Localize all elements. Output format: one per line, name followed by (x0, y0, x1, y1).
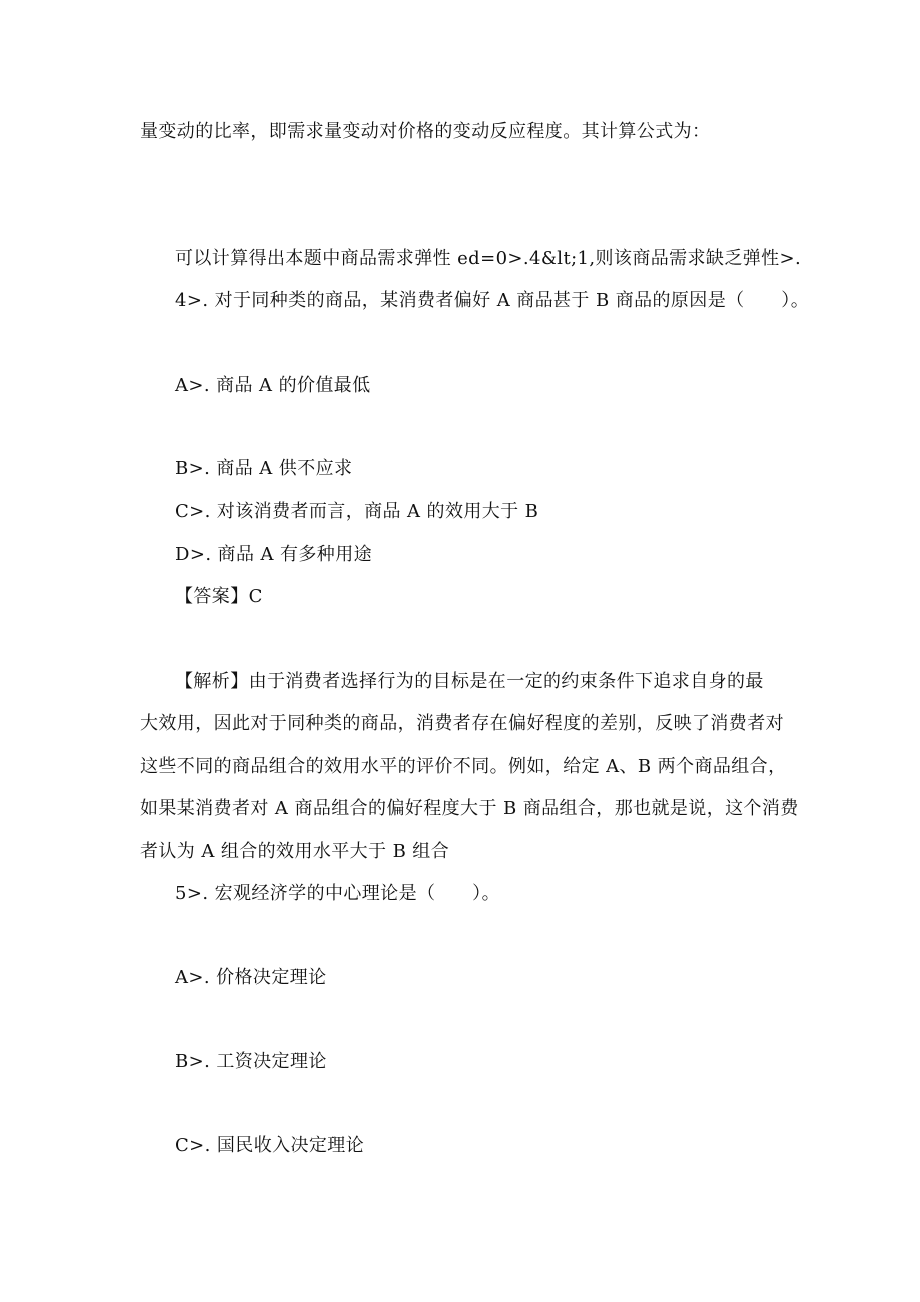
question-4-explanation-line-2: 大效用，因此对于同种类的商品，消费者存在偏好程度的差别，反映了消费者对 (140, 713, 784, 734)
question-5-stem: 5>. 宏观经济学的中心理论是（ ）。 (175, 883, 500, 904)
question-4-option-a: A>. 商品 A 的价值最低 (175, 375, 371, 396)
question-4-explanation-line-5: 者认为 A 组合的效用水平大于 B 组合 (140, 841, 450, 862)
question-5-option-c: C>. 国民收入决定理论 (175, 1135, 365, 1156)
question-4-explanation-line-3: 这些不同的商品组合的效用水平的评价不同。例如，给定 A、B 两个商品组合， (140, 756, 787, 777)
question-4-explanation-line-1: 【解析】由于消费者选择行为的目标是在一定的约束条件下追求自身的最 (175, 671, 764, 692)
question-4-option-d: D>. 商品 A 有多种用途 (175, 544, 372, 565)
paragraph-formula-intro: 量变动的比率，即需求量变动对价格的变动反应程度。其计算公式为： (140, 121, 711, 142)
paragraph-elasticity-result: 可以计算得出本题中商品需求弹性 ed=0>.4&lt;1,则该商品需求缺乏弹性>. (175, 248, 802, 269)
question-4-option-b: B>. 商品 A 供不应求 (175, 458, 353, 479)
question-4-option-c: C>. 对该消费者而言，商品 A 的效用大于 B (175, 501, 539, 522)
question-5-option-b: B>. 工资决定理论 (175, 1051, 327, 1072)
question-4-answer: 【答案】C (175, 586, 263, 607)
question-4-explanation-line-4: 如果某消费者对 A 商品组合的偏好程度大于 B 商品组合，那也就是说，这个消费 (140, 798, 799, 819)
question-5-option-a: A>. 价格决定理论 (175, 967, 327, 988)
question-4-stem: 4>. 对于同种类的商品，某消费者偏好 A 商品甚于 B 商品的原因是（ ）。 (175, 290, 810, 311)
